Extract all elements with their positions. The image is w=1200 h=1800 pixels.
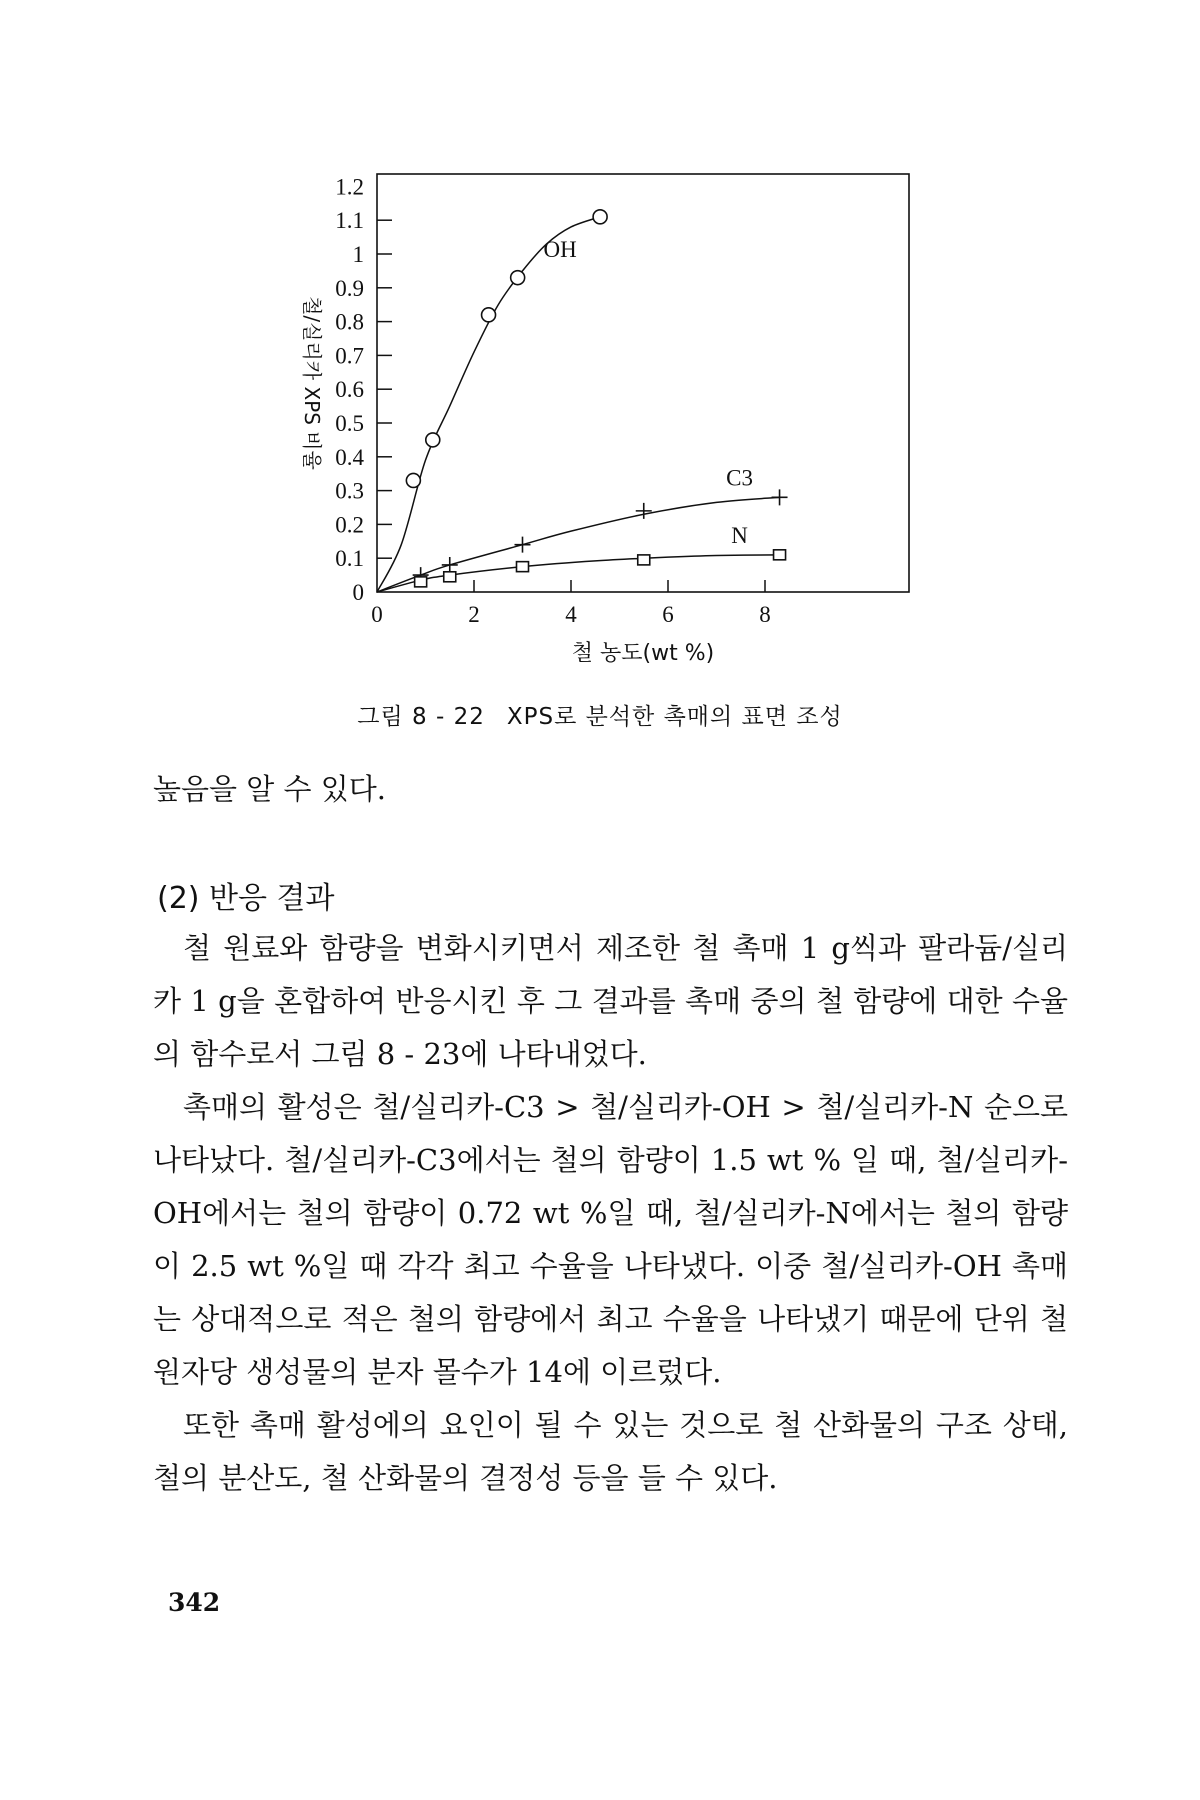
marker-c3 — [772, 489, 788, 505]
x-tick-label: 2 — [468, 602, 480, 627]
y-tick-label: 0.9 — [335, 275, 364, 301]
marker-n — [444, 572, 456, 582]
body-paragraphs — [153, 922, 1068, 1505]
section-title: (2) 반응 결과 — [157, 881, 335, 916]
paragraph-3: 또한 촉매 활성에의 요인이 될 수 있는 것으로 철 산화물의 구조 상태, 철의 분산도, 철 산화물의 결정성 등을 들 수 있다. — [153, 1408, 1068, 1495]
series-label-oh: OH — [543, 236, 577, 262]
y-tick-label: 0.8 — [335, 309, 364, 335]
x-tick-label: 0 — [371, 602, 383, 627]
series-label-c3: C3 — [726, 465, 753, 491]
marker-oh — [482, 308, 496, 322]
marker-c3 — [442, 557, 458, 573]
y-tick-label: 0.4 — [335, 444, 364, 470]
figure-number: 그림 8 - 22 — [357, 704, 485, 730]
marker-n — [638, 555, 650, 565]
y-tick-label: 1.1 — [335, 208, 364, 234]
curve-c3 — [377, 497, 780, 592]
marker-oh — [406, 473, 420, 487]
y-tick-label: 0.7 — [335, 343, 364, 369]
figure-caption — [0, 698, 1200, 731]
series-label-n: N — [731, 522, 748, 548]
y-tick-label: 0.6 — [335, 377, 364, 403]
marker-n — [774, 550, 786, 560]
figure-title: XPS로 분석한 촉매의 표면 조성 — [506, 704, 843, 730]
paragraph-2: 촉매의 활성은 철/실리카-C3 > 철/실리카-OH > 철/실리카-N 순으로 나타났다. 철/실리카-C3에서는 철의 함량이 1.5 wt % 일 때, 철/실리카-OH에서는 철의 함량이 0.72 wt %일 때, 철/실리카-N에서는 철의 함량이 2.5 wt %일 때 각각 최고 수율을 나타냈다. 이중 철/실리카-OH 촉매는 상대적으로 적은 철의 함량에서 최고 수율을 나타냈기 때문에 단위 철 원자당 생성물의 분자 몰수가 14에 이르렀다. — [153, 1090, 1068, 1389]
page-number: 342 — [168, 1588, 221, 1617]
marker-oh — [511, 271, 525, 285]
marker-oh — [426, 433, 440, 447]
y-axis-label: 철/실리카 XPS 비율 — [300, 296, 324, 470]
xps-chart — [0, 0, 1200, 760]
y-tick-label: 0.3 — [335, 478, 364, 504]
marker-c3 — [636, 503, 652, 519]
y-tick-label: 0.1 — [335, 546, 364, 572]
y-tick-label: 1 — [352, 242, 364, 267]
series-curves — [377, 217, 780, 592]
curve-oh — [377, 217, 600, 592]
curve-n — [377, 555, 780, 592]
y-tick-label: 0 — [352, 580, 364, 605]
x-tick-label: 8 — [759, 602, 771, 627]
x-axis — [371, 580, 771, 627]
marker-c3 — [515, 537, 531, 553]
y-axis — [335, 174, 392, 605]
y-tick-label: 0.2 — [335, 512, 364, 538]
x-tick-label: 4 — [565, 602, 577, 627]
intro-line: 높음을 알 수 있다. — [153, 772, 386, 806]
x-tick-label: 6 — [662, 602, 674, 627]
y-tick-label: 1.2 — [335, 174, 364, 200]
marker-n — [517, 562, 529, 572]
y-tick-label: 0.5 — [335, 411, 364, 436]
intro-text — [153, 763, 1068, 816]
x-axis-label: 철 농도(wt %) — [571, 641, 715, 666]
plot-frame — [377, 174, 909, 592]
marker-oh — [593, 210, 607, 224]
paragraph-1: 철 원료와 함량을 변화시키면서 제조한 철 촉매 1 g씩과 팔라듐/실리카 1 g을 혼합하여 반응시킨 후 그 결과를 촉매 중의 철 함량에 대한 수율의 함수로서 그림 8 - 23에 나타내었다. — [153, 931, 1068, 1071]
marker-n — [415, 577, 427, 587]
